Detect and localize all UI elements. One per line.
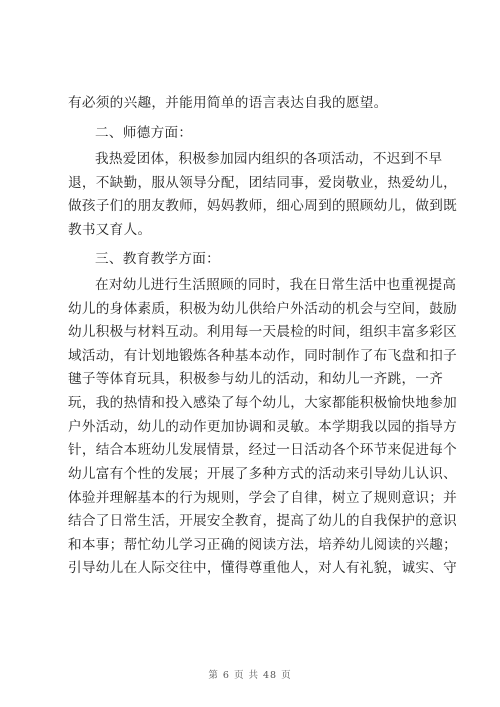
text-line: 幼儿富有个性的发展；开展了多种方式的活动来引导幼儿认识、 [68, 466, 458, 482]
text-line: 幼儿积极与材料互动。利用每一天晨检的时间，组织丰富多彩区 [68, 324, 458, 340]
section-heading: 二、师德方面： [95, 125, 193, 141]
text-line: 和本事；帮忙幼儿学习正确的阅读方法，培养幼儿阅读的兴趣； [68, 537, 458, 553]
text-line: 户外活动，幼儿的动作更加协调和灵敏。本学期我以园的指导方 [68, 419, 458, 435]
text-line: 结合了日常生活，开展安全教育，提高了幼儿的自我保护的意识 [68, 513, 458, 529]
text-line: 有必须的兴趣，并能用简单的语言表达自我的愿望。 [68, 95, 388, 111]
text-line: 我热爱团体，积极参加园内组织的各项活动，不迟到不早 [95, 151, 443, 167]
text-line: 域活动，有计划地锻炼各种基本动作，同时制作了布飞盘和扣子 [68, 348, 458, 364]
text-line: 针，结合本班幼儿发展情景，经过一日活动各个环节来促进每个 [68, 442, 458, 458]
text-line: 幼儿的身体素质，积极为幼儿供给户外活动的机会与空间，鼓励 [68, 301, 458, 317]
text-line: 引导幼儿在人际交往中，懂得尊重他人，对人有礼貌，诚实、守 [68, 560, 458, 576]
text-line: 玩，我的热情和投入感染了每个幼儿，大家都能积极愉快地参加 [68, 395, 458, 411]
section-heading: 三、教育教学方面： [95, 251, 221, 267]
text-line: 体验并理解基本的行为规则，学会了自律，树立了规则意识；并 [68, 490, 458, 506]
text-line: 毽子等体育玩具，积极参与幼儿的活动，和幼儿一齐跳，一齐 [68, 371, 444, 387]
text-line: 教书又育人。 [68, 222, 152, 238]
text-line: 做孩子们的朋友教师，妈妈教师，细心周到的照顾幼儿，做到既 [68, 198, 458, 214]
text-line: 退，不缺勤，服从领导分配，团结同事，爱岗敬业，热爱幼儿， [68, 175, 458, 191]
page-number-footer: 第 6 页 共 48 页 [208, 670, 292, 681]
text-line: 在对幼儿进行生活照顾的同时，我在日常生活中也重视提高 [95, 277, 457, 293]
